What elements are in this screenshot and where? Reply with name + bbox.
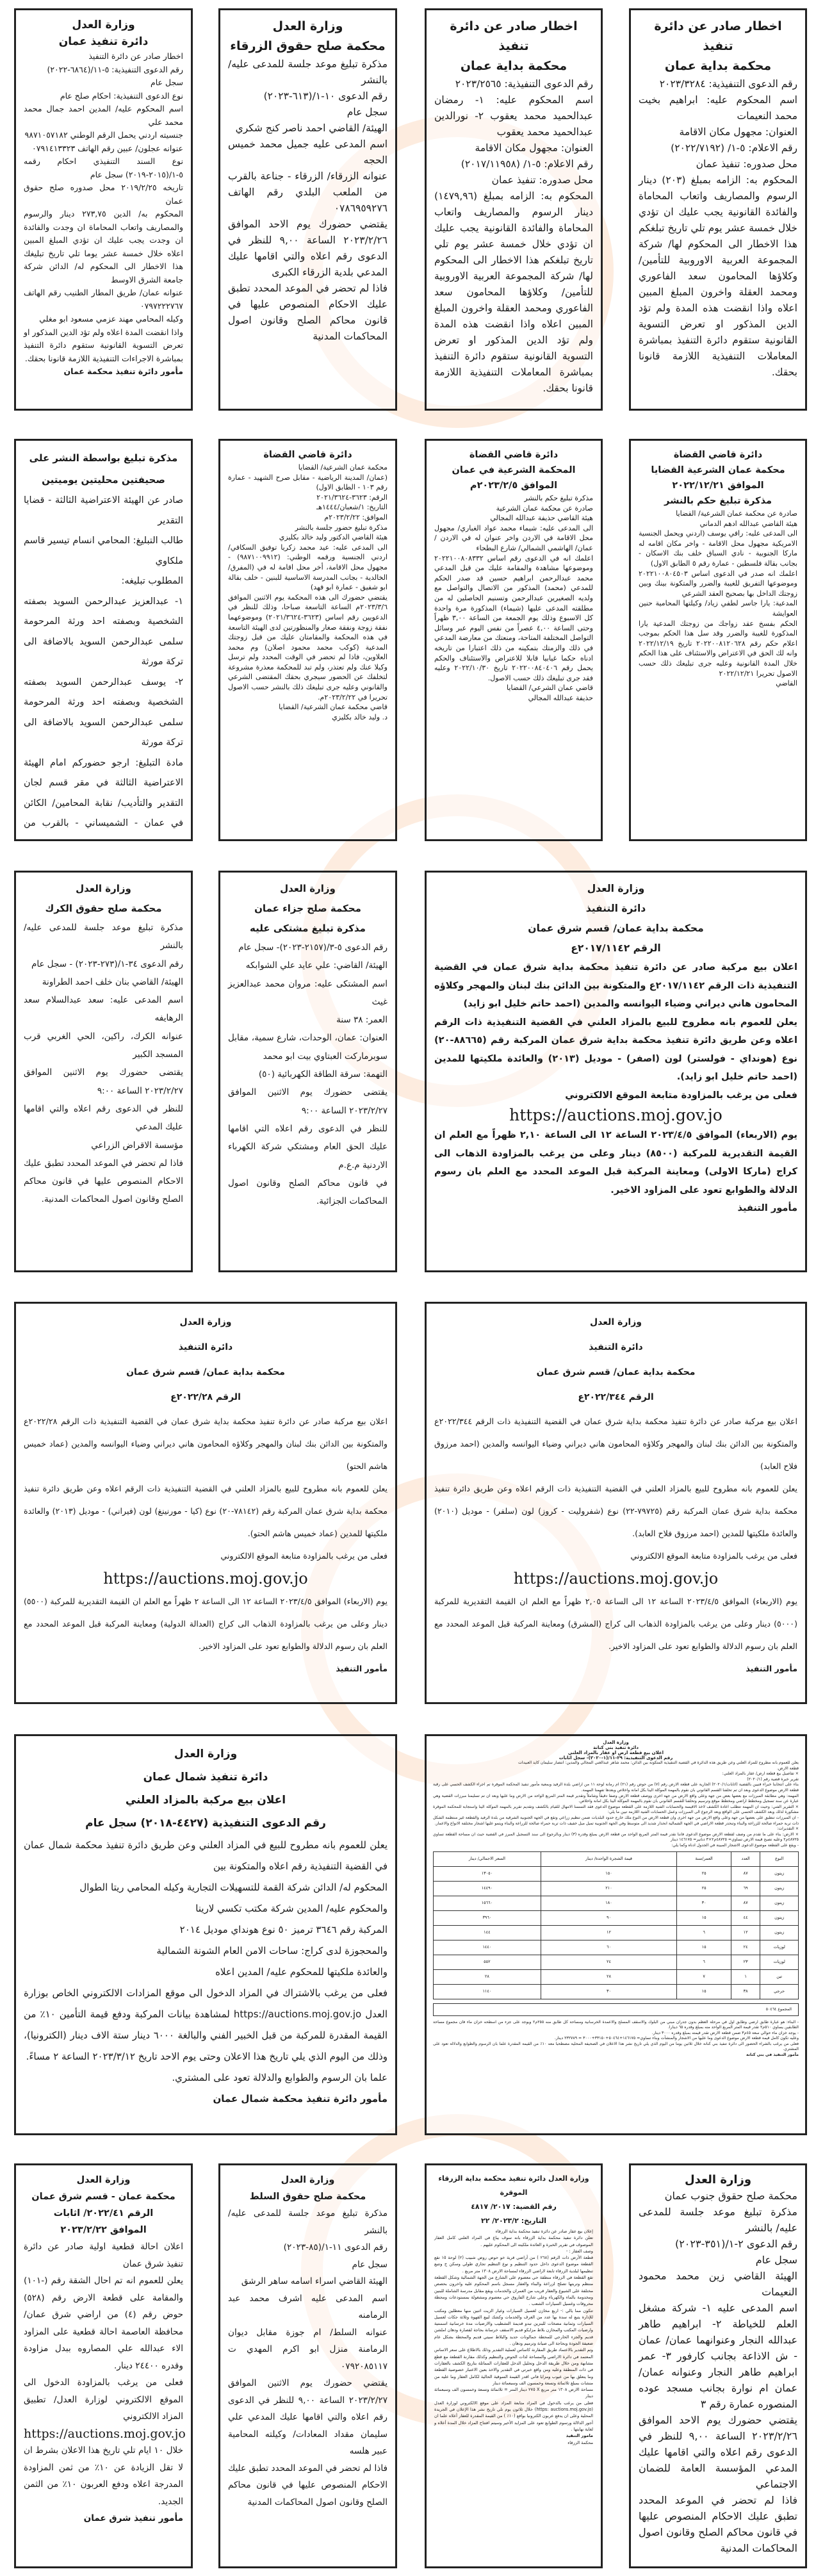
notice-paragraph: فعلى من يرغب بالاشتراك في المزاد الدخول الى موقع المزادات الالكتروني الخاص بوزارة العدل https://auctions.moj.gov.jo لمشاهدة بيانات المركبة ودفع قيمة التأمين ١٠٪ من القيمة المقدرة للمركبة من قبل الخبير الفني والبالغة ٦٠٠٠ دينار ستة الاف دينار (الكترونيا)، وذلك من اليوم الذي يلي تاريخ هذا الاعلان وحتى يوم الاحد تاريخ ٢٠٢٣/٣/١٢ الساعة ٢ مساءً. [24, 1987, 388, 2062]
notice-amman-execution-dept [14, 8, 193, 411]
notice-paragraph: يعلن للعموم بانه مطروح للبيع بالمزاد العلني في القضية التنفيذية ذات الرقم اعلاه وعن طريق دائرة تنفيذ محكمة بداية شرق عمان المركبة رقم (٧٨١٤٢-٢٠) نوع (كيا - مورنينغ) لون (فيراني) - موديل (٢٠١٣) والعائدة ملكيتها للمدين (عماد خميس هاشم الحتو). [24, 1484, 388, 1538]
notice-paragraph: مذكرة تبليغ موعد جلسة للمدعى عليه/ بالنشر [639, 2206, 797, 2234]
notice-heading: محكمة صلح حقوق السلط [249, 2192, 366, 2202]
notice-paragraph: اسم المحكوم عليه: ابراهيم بخيت محمد النعيمات [639, 94, 797, 122]
notice-paragraph: يقتضي حضورك الى هذه المحكمة يوم الاثنين الموافق ٢٠٢٣/٣/٦م الساعة التاسعة صباحا، وذلك للنظر في الدعويين رقم اساس (٣٦٢٣-٢٠٢١/٣٦٢٤) وموضوعهما نفقة زوجة ونفقة صغار والمنظورتين لدى الهيئة التاسعة في هذه المحكمة والمقامتان عليك من قبل زوجتك المدعية (كوكب محمد محمود اصلان) وم محمد العلاوين، فاذا لم تحضر في الوقت المحدد ولم ترسل وكيلا عنك ولم تعتذر، ولم تبد للمحكمة معذرة مشروعة لتخلفك عن الحضور سيجري بحقك المقتضى الشرعي والقانوني وعليه جرى تبليغك ذلك بالنشر حسب الاصول تحريرا في ٢٠٢٣/٢/٢٢م. [228, 593, 388, 701]
table-header-cell: السعر الاجمالي/ دينار [434, 1851, 541, 1866]
notice-paragraph: عنوانه السلط/ ام جوزة مقابل ديوان الرمامنة منزل ابو اكرم المهدي ت ٠٧٩٢٠٨٥١١٧ [228, 2327, 388, 2372]
notice-paragraph: فعلى من يرغب بالشراء الحضور الى دائرة تنفيذ بني كنانة خلال ثلاثين يوما من اليوم الذي يلي تاريخ نشر هذا الاعلان في الصحيفة المحلية مصطحبا معه ١٠٪ من القيمة المقدرة علما بان الرسوم والطوابع والدلالة تعود على المشتري. [433, 2041, 799, 2052]
notice-heading: اخطار صادر عن دائرة تنفيذ [450, 19, 578, 53]
notice-heading: وزارة العدل [590, 1317, 642, 1327]
table-cell: ٢٤ [731, 1940, 760, 1955]
notice-heading: الرقم ٢٠٢٢/٢٨ع [170, 1392, 241, 1402]
notice-paragraph: مذكرة تبليغ حكم بالنشر [524, 494, 593, 502]
notice-heading: دائرة قاضي القضاة [469, 450, 559, 460]
table-row [434, 1896, 799, 1910]
notice-paragraph: الى المدعى عليه: شيماء محمد عواد الغباري/ مجهول محل الاقامة في الاردن واخر عنوان له في الاردن / عمان/ الهاشمي الشمالي/ شارع البطحاء [434, 523, 593, 552]
notice-paragraph: الهيئة/ القاضي احمد ناصر كنج شكري [235, 122, 388, 134]
table-cell: ١٢ [541, 1925, 676, 1940]
table-cell: ٣٨ [731, 1984, 760, 1999]
notice-paragraph: المدعية: يارا جاسر لطفي زياد/ وكيلتها المحامية حنين العوايشة [639, 599, 797, 618]
notice-paragraph: وتم التقدير بالاعتماد طريق المقارنة كاساس لعملية التقدير وذلك بالاطلاع على سعر الاساس المعتمد في دائرة الاراضي والمساحة لذات الحوض والتنظيم وكذلك مقارنة القطعة مع قطع مشابهة ومن خلال طريقة الدخل وتحليل الدخل للعقارات المماثلة بتاريخ الكشف بالعقارات في ذات المنطقة وعليه ومن واقع خبرتي في التقدير والاخذ بعين الاعتبار خصوصية القطعة وما يتعلق بها من عيوب ومزايا فاني اقدر القيمة السوقية الحالية لكامل العقار وما عليه من منشات بمبلغ ثلاثمائة وتسعة وخمسون الف وسبعمائة دينار [434, 2347, 593, 2386]
table-cell: ٢٨ [434, 1969, 541, 1984]
notice-paragraph: عنوانه الكرك، راكين، الحي الغربي قرب المسجد الكبير [24, 1031, 183, 1060]
notice-paragraph: هيئة القاضي حذيفة عبدالله المجالي [490, 514, 593, 523]
notice-paragraph: الهيئة القاضي زين محمد محمود النعيمات [639, 2270, 797, 2298]
notice-paragraph: اسم المحكوم عليه/ المدين احمد جمال محمد محمد علي [24, 104, 183, 127]
table-total: المجموع ٥٠٤٦٤ [433, 2003, 799, 2016]
notice-paragraph: رقم الاعلام: ٥-١/ (٢٠٢٢/٧١٩٢) [671, 142, 797, 154]
notice-paragraph: فعلى من يرغب بالدخول في المزاد متابعة المزاد على موقع الالكتروني لوزارة العدل (https: auctions.moj.gov.jo) خلال ثلاثون يوم تلي تاريخ نشر هذا الإعلان في الجريدة المحلية وعلى ان يدفع عربون الكترونيا بواقع (١٠٪ ) من القيمة المقدرة للعقار أعلاه علما ان أجور الدلالة ورسوم الطوابع تعود على المزايد الأخير وسيتم افتتاح المزاد خلال المدة أعلاه و لغاية نهايتها . [434, 2400, 593, 2432]
notice-heading: وزارة العدل [272, 19, 343, 33]
table-cell: ١٥ [677, 1984, 731, 1999]
notice-paragraph: هيئة القاضي عبدالله ادهم الدماني [699, 519, 797, 528]
notice-paragraph: سجل عام [151, 78, 183, 87]
notice-paragraph: اعلمك انه صدر في الدعوى اساس ٢٠٢٢١٠٠٨٠٤٥٠٣ وموضوعها التفريق للغيبة والضرر والمتكونة بينك وبين زوجتك الداخل بها بصحيح العقد الشرعي [639, 569, 797, 598]
notice-paragraph: يقتضي حضورك يوم الاحد الموافق ٢٠٢٣/٢/٢٦ الساعة ٩,٠٠ للنظر في الدعوى رقم اعلاه والتي اقامها عليك المدعي بلدية الزرقاء الكبرى [228, 218, 388, 278]
table-cell: ٦٩ [731, 1881, 760, 1896]
notice-paragraph: الهيئة/ القاضي: علي عايد علي الشوابكه [245, 960, 388, 971]
notice-paragraph: رقم الدعوى ١٠-١/(٦١٣-٢٠٢٣) [263, 90, 388, 102]
notice-heading: محكمة بداية عمان [664, 59, 772, 73]
table-cell: ١٥٠ [541, 1866, 676, 1881]
notice-heading: مذكرة تبليغ حكم بالنشر [664, 496, 772, 506]
table-header-cell: قيمة الشجرة الواحدة/ دينار [541, 1851, 676, 1866]
table-cell: ١٥ [677, 1940, 731, 1955]
table-cell: ١٣٠٥٠ [434, 1866, 541, 1881]
notice-heading: دائرة التنفيذ [589, 1342, 643, 1352]
notice-vehicle-sale-1142 [425, 871, 807, 1272]
notice-paragraph: مساحة الارض ١٣٠٨ متر مربع X ٢٧٥ دينار المتر = ثلاثمائة وتسعة وخمسون الف وسبعمائة دينار [434, 2387, 593, 2399]
notice-paragraph: صادرة عن محكمة عمان الشرعية/ القضايا [676, 509, 797, 518]
notice-paragraph: يوم (الاربعاء) الموافق ٢٠٢٣/٤/٥ الساعة ١٢ الى الساعة ٢,١٠ ظهراً مع العلم ان القيمة التقديرية للمركبة (٨٥٠٠) دينار وعلى من يرغب بالمزاودة الذهاب الى كراج (ماركا الاولى) ومعاينة المركبة قبل الموعد المحدد مع العلم بان رسوم الدلالة والطوابع تعود على المزاود الاخير. [434, 1129, 797, 1195]
notice-paragraph: سجل عام [347, 106, 388, 118]
notice-paragraph: × التقديرات: [777, 1826, 799, 1832]
table-header-row [434, 1851, 799, 1866]
table-header-cell: العدد [731, 1851, 760, 1866]
notice-paragraph: المركبة رقم ٣٦٤٦ ترميز ٥٠ نوع هونداي موديل ٢٠١٤ [179, 1924, 388, 1935]
notice-paragraph: قطعة الارض. [777, 1766, 799, 1771]
notice-paragraph: العنوان: عمان، الوحدات، شارع سمية، مقابل سوبرماركت العبتاوي بيت ابو محمد [228, 1033, 388, 1062]
table-cell: ١٢ [731, 1925, 760, 1940]
table-cell: زيتون [760, 1896, 799, 1910]
notice-paragraph: اسم المدعى عليه جميل محمد خميس الحجه [228, 138, 388, 166]
notice-paragraph: مذكرة تبليغ موعد جلسة للمدعى عليه/ بالنشر [24, 923, 183, 951]
table-header-cell: العمر/سنة [677, 1851, 731, 1866]
notice-heading: وزارة العدل [72, 19, 135, 31]
notice-paragraph: (عمان/ المدينة الرياضية - مقابل صرح الشهيد - عمارة رقم ١٠٣ - الطابق الاول) [228, 473, 388, 492]
notice-vehicle-sale-28 [14, 1302, 397, 1704]
notice-paragraph: طالب التبليغ: المحامي انسام تيسير قاسم ملكاوي [24, 536, 183, 566]
notice-heading: الرقم ٢٠٢٢/٣٤٤ع [578, 1392, 654, 1402]
notice-paragraph: يقتضى حضورك يوم الاثنين الموافق ٢٠٢٣/٢/٢٧ الساعة ٩:٠٠ [24, 1067, 183, 1096]
notice-paragraph: محكمة صلح حقوق جنوب عمان [664, 2190, 797, 2202]
notice-heading: الموافق ٢٠٢٢/١٢/٢١ [672, 480, 764, 491]
notice-heading: مذكرة تبليغ بواسطة النشر على صحيفتين محليتين يوميتين [29, 452, 178, 486]
table-cell: زيتون [760, 1881, 799, 1896]
notice-paragraph: المحكوم به: الزامه بمبلغ (١٤٧٩,٩٦) دينار الرسوم والمصاريف واتعاب المحاماة والفائدة القانونية يجب عليك ان تؤدي خلال خمسة عشر يوم تلي تاريخ تبلغكم هذا الاخطار الى المحكوم لها/ شركة المجموعة العربية الاوروبية للتأمين/ وكلاؤها المحامون سعد الفاعوري ومحمد العقلة واخرون المبلغ المبين اعلاه واذا انقضت هذه المدة ولم تؤد الدين المذكور او تعرض التسوية القانونية ستقوم دائرة التنفيذ بمباشرة المعاملات التنفيذية اللازمة قانونا بحقك. [434, 190, 593, 394]
table-cell: ٢٣ [731, 1955, 760, 1969]
notice-paragraph: خلال ١٠ ايام تلي تاريخ هذا الاعلان بشرط ان لا تقل الزيادة عن ١٠٪ من ثمن المزاودة المدرجة اعلاه ودفع العربون ١٠٪ من الثمن الجديد. [24, 2445, 183, 2507]
notice-paragraph: تقع القطعة في الزرقاء منطقة حي معصوم على الشارع من الجهة الشمالية وشكل القطعة منتظم وتربتها تصلح لزراعة والبناء والعقار مسجل باسم المحكوم عليه واخرون بحصص مختلفة على الشيوع والعقار قريب من العمران والخدمات ويقع مقابل مدرسة الشاملة للبنين ومخدومة بالماء والكهرباء وعلى شارع الفاروق حي معصوم ومشغولة بمستودعات ومحطة محروقات وغسيل السيارات الشعب . [434, 2275, 593, 2307]
notice-paragraph: اخطار صادر عن دائرة التنفيذ [88, 51, 183, 61]
table-row [434, 1881, 799, 1896]
notice-paragraph: الهيئة القاضي اسراء اسامه ساهر الرشق [241, 2276, 388, 2286]
table-cell: ٢٥ [677, 1866, 731, 1881]
notice-paragraph: والمحكوم عليه/ المدين شركة مكتب تكسي لارينا [195, 1903, 388, 1914]
notice-paragraph: مؤسسة الاقراض الزراعي [91, 1140, 183, 1151]
notice-paragraph: اسم المدعى عليه ١- شركة مشغل العلم للخياطة ٢- ابراهيم طاهر عبدالله النجار وعنوانهما عمان/ عمان - ش الاذاعة بجانب كارفور ٣- عمر ابراهيم طاهر النجار وعنوانه عمان/ عمان ام نوارة بجانب مسجد عوده المنصوره عمارة رقم ٣ [639, 2302, 798, 2410]
notice-paragraph: يوم (الاربعاء) الموافق ٢٠٢٣/٤/٥ الساعة ١٢ الى الساعة ٢,٠٥ ظهراً مع العلم ان القيمة التقديرية للمركبة (٥٠٠٠) دينار وعلى من يرغب بالمزاودة الذهاب الى كراج (المشرق) ومعاينة المركبة قبل الموعد المحدد مع العلم بان رسوم الدلالة والطوابع تعود على المزاود الاخير. [434, 1596, 797, 1651]
notice-heading: اعلان بيع مركبة بالمزاد العلني [125, 1794, 286, 1807]
notice-heading: التاريخ: ٢٠٢٣/٢/ ٢٢ [480, 2217, 547, 2225]
notice-paragraph: يعلن للعموم بانه مطروح للمزاد العلني وعن طريق هذه الدائرة في القضية التنفيذية المتكونة بين الدائن: محمد شاهر عبدالغني المجالي والمدين: انتصار سليمان كايد العبيدات [518, 1760, 799, 1765]
table-row [434, 1955, 799, 1969]
notice-sharia-court-divorce [629, 439, 807, 841]
notice-paragraph: والعائدة ملكيتها للمحكوم عليه/ المدين اعلاه [215, 1966, 388, 1978]
notice-heading: رقم الدعوى التنفيذية (٤٤٢٧-٢٠١٨) سجل عام [85, 1817, 326, 1830]
notice-paragraph: المطلوب تبليغه: [121, 576, 183, 586]
notice-paragraph: نوع السند التنفيذي احكام رقمه ٥-١/(٢٠١٥-٢٠١٩) سجل عام [24, 156, 183, 179]
notice-paragraph: محل صدوره: تنفيذ عمان [491, 174, 593, 186]
notice-heading: اعلان بيع قطعة ارض او عقار بالمزاد العلني [567, 1750, 664, 1755]
notice-paragraph: رقم الدعوى ١١-١/(٨٥-٢٠٢٣) [283, 2242, 388, 2252]
notice-paragraph: في قانون محاكم الصلح وقانون اصول المحاكمات الجزائية. [228, 1177, 388, 1207]
notice-heading: مذكرة تبليغ مشتكى عليه [250, 923, 366, 934]
notice-paragraph: يقتضي حضورك يوم الاثنين الموافق ٢٠٢٣/٢/٢٧ الساعة ٩,٠٠ للنظر في الدعوى رقم اعلاه والتي اقامها عليك المدعي علي سليمان مقداد المعادات/ وكيلته المحامية عبير هلسه [228, 2378, 388, 2456]
notice-heading: محكمة بداية عمان [460, 59, 567, 73]
notice-paragraph: - ويقع على القطعة موضوع الدعوى الاشجار المبينة في الجدول ادناه وكما يلي: [671, 1842, 799, 1848]
notice-zarqa-civil-court [218, 8, 397, 411]
notice-paragraph: يعلن للعموم بانه مطروح للبيع بالمزاد العلني في القضية التنفيذية ذات الرقم اعلاه وعن طريق دائرة تنفيذ محكمة بداية شرق عمان المركبة رقم (٨٨٦٦٥-٢٠) نوع (هونداي - فولستر) لون (اصفر) - موديل (٢٠١٣) والعائدة ملكيتها للمدين (احمد حاتم خليل ابو زايد). [434, 1016, 797, 1082]
notice-paragraph: المحكوم به/ الدين ٢٧٣,٧٥ دينار والرسوم والمصاريف واتعاب المحاماة ان وجدت والفائدة ان وجدت يجب عليك ان تؤدي المبلغ المبين اعلاه خلال خمسة عشر يوما تلي تاريخ تبليغك هذا الاخطار الى المحكوم له/ الدائن شركة جامعة الشرق الاوسط [24, 209, 184, 284]
notice-paragraph: بناء على انتخابنا خبراء فنيين بالقضية (اثابات/٢٠٢٠/١) الجارية على قطعة الارض رقم (٧) من حوض رقم (٢١) ام رمانة لوحة ١١ من اراضي بلدة الرفيد وبمعية مأمور تنفيذ المحكمة الموقرة تم اجراء الكشف الحسي على رقبة قطعة الارض موضوع الدعوى وبعد ان تم تحلفنا القسم القانوني بان نقوم بالمهمة الموكلة الينا بكل امانة واخلاص وبعدها تفهمنا المهمة. [433, 1782, 799, 1793]
table-cell: ١١٤٠ [434, 1984, 541, 1999]
notice-sharia-court-hearing [218, 439, 397, 841]
table-cell: لوزيات [760, 1955, 799, 1969]
table-cell: ٨٧ [731, 1866, 760, 1881]
trees-valuation-table [433, 1851, 799, 1999]
notice-paragraph: اسم المدعى عليه: سعد عبدالسلام سعد الرهايفه [24, 995, 183, 1024]
notice-paragraph: الرقم: ٣٦٢٣-٢٠٢١/٣٦٢٤ [316, 493, 388, 502]
notice-paragraph: فاذا لم تحضر في الموعد المحدد تطبق عليك الاحكام المنصوص عليها في قانون محاكم الصلح وقانون اصول المحاكمات المدنية [228, 2463, 388, 2507]
table-cell: ٤٤ [731, 1910, 760, 1925]
notice-paragraph: محكمة عمان الشرعية/ القضايا [298, 463, 388, 472]
notice-paragraph: × التقرير الفني: وحيث ان المهمة تتطلب اعادة الكشف لاخذ الاقيسة والحسابات الفنية اللازمة على القطعة موضوع الدعوى فقد التمسنا الامهال للقيام بالكشف وتقديم تقرير بالمهمة الموكلة الينا واستجابة للمحكمة الموقرة مشكورة لذلك وبعد الكشف الحسي على الواقع وبعد الرجوع الى المبرزات وعمل الحسابات الفنية اللازمة تبين ما يلي: [433, 1804, 799, 1815]
notice-paragraph: مادة التبليغ: ارجو حضوركم امام الهيئة الاعتراضية الثالثة في مقر قسم لجان التقدير والتأديب/ نقابة المحامين/ الكائن في عمان - الشميساني - بالقرب من [24, 757, 183, 828]
notice-heading: الموافق ٢٠٢٣/٢/٢٢ [60, 2225, 147, 2235]
notice-paragraph: تعلن دائرة تنفيذ محكمة بداية الزرقاء بانه سوف يباع في المزاد العلني كامل العقار الموصوف في تقرير الخبرة و العائدة ملكيته الى المحكوم عليهم . [434, 2235, 593, 2247]
notice-paragraph: رقم الدعوى ٥-٣/(٢١٥٧-٢٠٢٣)- سجل عام [238, 942, 388, 953]
notice-paragraph: يعلن للعموم انه تم احال الشقة رقم (-١٠١) والمقامة على قطعة الارض رقم (٥٢٨) حوض رقم (٤) من اراضي شرق عمان/ محافظة العاصمة احالة قطعية على المزاود الاء عبدالله علي المصاروه ببدل مزاودة وقدره ٢٤٤٠٠ دينار. [24, 2276, 183, 2371]
notice-paragraph: تتكون مما يالي :- اربع مخازن لغسيل السيارات وغيار الزيت اثنين منها معطلين ومكتب للإدارة يتبع له سدة بها عدد من الغرف والخدمات وكشك لبيع القهوة وثلاثة جكات لغسيل السيارات وثمانية مضخات للبنزين تبدو قديمة التشطيب والارضيات مدة خرسانية اسمنتية وارضيات المكتب والمخازن بلاط مزايكو قديم الاسقف خرسانة بحاجة لقصارة ودهان املشن قديم والجزء الخارجي للمحطة جمالونات حديد والبلاط سيتي قديم والمحطة بشكل عام ضعيفة الجودة وبحاجة الى صيانة وترميم ودهان . [434, 2308, 593, 2347]
notice-execution-amman-2565 [425, 8, 603, 411]
notice-paragraph: رقم الدعوى التنفيذية: ٢٠٢٣/٢٥٦٥ [455, 78, 593, 90]
notice-heading: وزارة العدل [603, 1740, 629, 1745]
notice-heading: وزارة العدل دائرة تنفيذ محكمة بداية الزرقاء الموقرة [438, 2174, 589, 2197]
notice-east-amman-award [14, 2163, 193, 2568]
notice-paragraph: عنوانه الزرقاء/ الزرقاء - جناعة بالقرب من الملعب البلدي رقم الهاتف ٠٧٨٦٩٥٩٢٧٦ [228, 170, 388, 214]
table-cell: ٢٤ [541, 1955, 676, 1969]
notice-paragraph: ١- عبدالعزيز عبدالرحمن السويد بصفته الشخصية وبصفته احد ورثة المرحومة سلمى عبدالرحمن السويد بالاضافة الى تركة مورثة [24, 596, 183, 667]
notice-sharia-court-visitation [425, 439, 603, 841]
notice-heading: دائرة تنفيذ عمان [58, 35, 149, 48]
notice-signature: مأمور التنفيذ في بني كنانة [746, 2053, 799, 2058]
notice-paragraph: التاريخ: ١/شعبان/١٤٤٤هـ [316, 503, 388, 512]
table-cell: ٦ [677, 1955, 731, 1969]
notice-paragraph: سجل عام [755, 2254, 797, 2266]
notice-paragraph: عنوانه عجلون/ عبين رقم الهاتف ٠٧٩١٤١٣٣٢٣ [32, 143, 183, 153]
notice-heading: وزارة العدل [174, 1748, 238, 1760]
table-cell: زيتون [760, 1910, 799, 1925]
notice-paragraph: العمر: ٣٨ سنة [336, 1015, 388, 1026]
notice-paragraph: اعلان بيع مركبة صادر عن دائرة تنفيذ محكمة بداية شرق عمان في القضية التنفيذية ذات الرقم ٢٠١٧/١١٤٢ع والمتكونة بين الدائن بنك لبنان والمهجر وكلاؤه المحامون هاني ديراني وضياء اليوانسه والمدين (احمد حاتم خليل ابو زايد) [434, 962, 797, 1009]
notice-south-amman-civil-court [629, 2163, 807, 2568]
notice-signature: مأمور دائرة تنفيذ محكمة عمان [63, 366, 183, 376]
notice-paragraph: والمحجوزة لدى كراج: ساحات الامن العام الشونة الشمالية [156, 1945, 388, 1957]
table-cell: زيتون [760, 1925, 799, 1940]
notice-heading: محكمة بداية عمان/ قسم شرق عمان [536, 1367, 696, 1377]
notice-paragraph: - ان المبرزات تنطبق على بعضها من جهة وعلى واقع الارض من جهة اخرى وان قطعة الارض من النوع ملك خارج حدود البلديات ضمن تنظيم زراعي وتقع في الجهة الجنوبية الشرقية من بلدة الرفيد والقطعة غير منتظمة الشكل ذات تربة حمراء صالحة للزراعة والبناء وتنحدر قطعة الاراضي في الجهة الشمالية انحدار شديد الى متوسط وفي الجهة الجنوبية تميل ميل خفيف ذات تربة حمراء صالحة للزراعة والبناء ويتمو عليها اشجار مختلفة الانواع والاعمار. [433, 1815, 799, 1826]
notice-heading: المحكمة الشرعية في عمان [452, 465, 576, 475]
auction-url-link[interactable]: https://auctions.moj.gov.jo [513, 1570, 719, 1587]
notice-paragraph: فعلى من يرغب بالمزاودة الدخول الى الموقع الالكتروني لوزارة العدل/ تطبيق المزاد الالكتروني [24, 2377, 183, 2422]
notice-karak-civil-court [14, 871, 193, 1272]
notice-paragraph: يعلن للعموم بانه مطروح للبيع في المزاد العلني وعن طريق دائرة تنفيذ محكمة شمال عمان في القضية التنفيذية رقم اعلاه والمتكونة بين [24, 1839, 388, 1872]
auction-url-link[interactable]: https://auctions.moj.gov.jo [103, 1570, 308, 1587]
notice-heading: محكمة عمان - قسم شرق عمان [31, 2192, 175, 2202]
table-row [434, 1866, 799, 1881]
table-cell: حرجي [760, 1984, 799, 1999]
notice-paragraph: قاضي عمان الشرعي/ القضايا [507, 684, 593, 693]
notice-paragraph: إعلان بيع عقار صادر عن دائرة تنفيذ محكمة بداية الزرقاء [495, 2229, 593, 2234]
table-cell: ٦ [677, 1925, 731, 1940]
notice-paragraph: مذكرة تبليغ موعد جلسة للمدعى عليه/ بالنشر [228, 58, 388, 86]
notice-paragraph: حذيفة عبدالله المجالي [528, 693, 593, 702]
notice-objection-committee [14, 439, 193, 841]
notice-heading: اخطار صادر عن دائرة تنفيذ [654, 19, 782, 53]
notice-heading: محكمة بداية عمان/ قسم شرق عمان [528, 923, 704, 934]
notice-paragraph: × تفاصيل بيع قطعة ارض/ عقار بالمزاد العلني: [722, 1771, 799, 1776]
notice-heading: رقم القضية: ٢٠١٧/ ٤٨١٧ [471, 2203, 557, 2211]
notice-paragraph: اعلان بيع مركبة صادر عن دائرة تنفيذ محكمة بداية شرق عمان في القضية التنفيذية ذات الرقم ٢٠٢٢/٢٨ع والمتكونة بين الدائن بنك لبنان والمهجر وكلاؤه المحامون هاني ديراني وضياء اليوانسه والمدين (عماد خميس هاشم الحتو) [24, 1416, 388, 1471]
table-row [434, 1984, 799, 1999]
notice-zarqa-property-sale [425, 2163, 603, 2568]
table-cell: ٣٩٦٠ [434, 1910, 541, 1925]
table-row [434, 1969, 799, 1984]
notice-paragraph: مذكرة تبليغ حضور جلسة بالنشر [295, 523, 388, 532]
auction-url-link[interactable]: https://auctions.moj.gov.jo [509, 1106, 722, 1124]
notice-vehicle-sale-north-amman [14, 1734, 397, 2135]
notice-paragraph: اعلمك انه في الدعوى رقم اساس ٢٠٢٢١٠٠٨٠٨٣٣٢ وموضوعها مشاهدة والمقامة عليك من قبل المدعي محمد عبدالرحمن ابراهيم حسين قد صدر الحكم للمدعي (محمد) المذكور من الاتصال والتواصل مع ولديه الصغيرين عبدالرحمن وتسنيم الحاصلين له من مطلقته المدعى عليها (شيماء) المذكورة مرة واحدة كل الاسبوع وذلك يوم الجمعة من الساعة ٣,٠٠ ظهراً وحتى الساعة ٤,٠٠ عصراً من نفس اليوم عبر وسائل التواصل المختلفة المتاحة، ومنعتك من معارضة المدعي في ذلك والزمتك بتمكينه من ذلك اعتبارا من تاريخه ادناه حكما غيابيا قابلا للاعتراض والاستئناف والحكم يحمل رقم ٢٠٢٢٠٠٨٤٠٤٠٦ تاريخ ٢٠٢٢/١٠/٣٠ وعليه فقد جرى تبليغك ذلك حسب الاصول. [434, 554, 593, 682]
notice-paragraph: يعلن للعموم بانه مطروح للبيع بالمزاد العلني في القضية التنفيذية ذات الرقم اعلاه وعن طريق دائرة تنفيذ محكمة بداية شرق عمان المركبة رقم (٧٩٧٢٥-٢٢) نوع (شفروليت - كروز) لون (سلفر) - موديل (٢٠١٠) والعائدة ملكيتها للمدين (احمد مرزوق فلاح العابد). [434, 1484, 797, 1538]
notice-paragraph: رقم الدعوى التنفيذية: ٥-١١/(٦٨٦٤-٢٠٢٢) [47, 64, 183, 74]
notice-paragraph: تاريخه ٢٠١٩/٢/٢٥ محل صدوره صلح حقوق عمان [24, 183, 184, 206]
notice-land-sale-bani-kinana [425, 1734, 807, 2135]
notice-paragraph: اسم المدعى عليه اشرف محمد عبد الرمامنه [228, 2293, 388, 2320]
notice-paragraph: رقم الاعلام: ٥-١/ (٢٠١٧/١١٩٥٨) [461, 158, 593, 170]
notice-heading: محكمة صلح حقوق الكرك [45, 903, 162, 914]
notice-paragraph: قطعة الأرض ذات الرقم (٢٦٨ ) من أراضي قرية خو حوض روض شبيب (٢) لوحة ١٥ تقع القطعة موضوع الدعوى داخل حدود التنظيم و نوع التنظيم تجاري طولي وسكن ج وتتبع تنظيمها لبلدية الزرقاء تابعة لاراضي الزرقاء لمساحة الارض ١٣٠٨ متر مربع . [434, 2255, 593, 2274]
table-header-cell: النوع [760, 1851, 799, 1866]
notice-heading: وزارة العدل [179, 1317, 232, 1327]
table-cell: ١٤٤٩٠ [434, 1881, 541, 1896]
table-cell: ١٤٤٠ [434, 1940, 541, 1955]
notice-paragraph: القاضي [776, 679, 797, 688]
notice-paragraph: يوم (الاربعاء) الموافق ٢٠٢٣/٤/٥ الساعة ١٢ الى الساعة ٢ ظهراً مع العلم ان القيمة التقديرية للمركبة (٥٥٠٠) دينار وعلى من يرغب بالمزاودة الذهاب الى كراج (العدالة الدولية) ومعاينة المركبة قبل الموعد المحدد مع العلم بان رسوم الدلالة والطوابع تعود على المزاود الاخير. [24, 1596, 388, 1651]
notice-paragraph: التهمة: سرقة الطاقة الكهربائية (٥٠) [258, 1069, 388, 1080]
notice-paragraph: عنوانه عمان/ طريق المطار الطنيب رقم الهاتف ٠٧٩٧٢٢٢٧٦٧ [24, 288, 183, 311]
notice-paragraph: العنوان: مجهول مكان الاقامة [679, 126, 797, 138]
table-cell: ٢١٠ [541, 1881, 676, 1896]
table-cell: ٣٠ [677, 1896, 731, 1910]
table-cell: ٢٥ [677, 1881, 731, 1896]
notice-heading: محكمة عمان الشرعية القضايا [651, 465, 785, 475]
table-row [434, 1925, 799, 1940]
notice-paragraph: نوع الدعوى التنفيذية: احكام صلح عام [60, 90, 183, 101]
notice-signature: مأمور التنفيذ [746, 1664, 797, 1673]
notice-paragraph: سجل عام [352, 2259, 388, 2270]
notice-paragraph: فعلى من يرغب بالمزاودة متابعة الموقع الالكتروني [565, 1089, 797, 1101]
notice-paragraph: اسم المشتكى عليه: مروان محمد عبدالعزيز غيث [228, 978, 388, 1007]
notice-paragraph: اسم المحكوم عليه: ١- رمضان عبدالحميد محمد يعقوب ٢- نورالدين عبدالحميد محمد يعقوب [434, 94, 594, 138]
notice-amman-criminal-court [218, 871, 397, 1272]
notice-paragraph: العنوان: مجهول مكان الاقامة [475, 142, 593, 154]
notice-heading: وزارة العدل [281, 2175, 335, 2185]
notice-execution-amman-3284 [629, 8, 807, 411]
notice-signature: مأمور التنفيذ [737, 1202, 797, 1213]
table-cell: ٦٠ [541, 1940, 676, 1955]
table-cell: ٣٠ [541, 1984, 676, 1999]
notice-paragraph: صادرة عن محكمة عمان الشرعية [496, 504, 593, 513]
table-cell: ١٨٠ [541, 1896, 676, 1910]
notice-heading: دائرة التنفيذ [585, 903, 646, 914]
notice-paragraph: صادر عن الهيئة الاعتراضية الثالثة - قضايا التقدير [24, 495, 183, 526]
notice-paragraph: وكيله المحامي مهند عزمي مسعود ابو مغلي [39, 314, 183, 324]
notice-heading: وزارة العدل [280, 883, 336, 894]
notice-paragraph: جنسيته اردني يحمل الرقم الوطني ٩٨٧١٠٥٧١٨٢ [24, 130, 183, 140]
table-cell: ٨٧ [731, 1896, 760, 1910]
table-cell: ٩٠ [541, 1910, 676, 1925]
notice-heading: وزارة العدل [76, 2175, 131, 2185]
notice-paragraph: المحكوم به: الزامه بمبلغ (٢٠٣) دينار الرسوم والمصاريف واتعاب المحاماة والفائدة القانونية يجب عليك ان تؤدي خلال خمسة عشر يوم تلي تاريخ تبلغكم هذا الاخطار الى المحكوم لها/ شركة المجموعة العربية الاوروبية للتأمين/ وكلاؤها المحامون سعد الفاعوري ومحمد العقلة واخرون المبلغ المبين اعلاه واذا انقضت هذه المدة ولم تؤد الدين المذكور او تعرض التسوية القانونية ستقوم دائرة التنفيذ بمباشرة المعاملات التنفيذية اللازمة قانونا بحقك. [639, 174, 798, 378]
table-cell: ١٥ [677, 1910, 731, 1925]
table-cell: ١ [731, 1969, 760, 1984]
notice-paragraph: فاذا لم تحضر في الموعد المحدد تطبق عليك الاحكام المنصوص عليها في قانون محاكم الصلح وقانون اصول المحاكمات المدنية [639, 2494, 797, 2554]
notice-paragraph: الى المدعى عليه: رافي يوسف (اردني ويحمل الجنسية الامريكية مجهول محل الاقامة - واخر مكان اقامه له ماركا الجنوبية - نادي السباق خلف بنك الاسكان - بجانب بقالة فلسطين - عمارة رقم ٥ الطابق الاول) [639, 529, 797, 568]
notice-signature: مأمور تنفيذ شرق عمان [83, 2513, 183, 2523]
table-cell: لوزيات [760, 1940, 799, 1955]
notice-paragraph: وعليه تكون كامل قيمة قطعة الارض موضوع الدعوى وما عليها من الاشجار والمنشآت وبناء تساوي= ١٤٦١٧٥+٥٠٤٦٤+٣٣١٥٠+٣٠٠٠ = ٢٣٢٧٨٩ دينار. [554, 2036, 799, 2041]
notice-heading: محكمة بداية عمان/ قسم شرق عمان [126, 1367, 285, 1377]
notice-heading: الرقم ٢٠١٧/١١٤٢ع [571, 942, 661, 954]
table-cell: زيتون [760, 1866, 799, 1881]
notice-paragraph: علما بان الرسوم والطوابع والدلالة تعود على المشتري. [172, 2072, 388, 2083]
notice-paragraph: فعلى من يرغب بالمزاودة متابعة الموقع الالكتروني [220, 1551, 388, 1561]
notice-heading: الرقم ٢٠٢٢/٤١/ اثابات [53, 2208, 154, 2219]
table-cell: ٢٨ [541, 1969, 676, 1984]
notice-paragraph: للنظر في الدعوى رقم اعلاه والتي اقامها عليك المدعي [24, 1103, 183, 1133]
notice-heading: رقم الدعوى التنفيذية: ٢٩-١١/(١-٢٠٢٠)- سجل اثابات [559, 1755, 673, 1760]
table-cell: ١٤٤ [434, 1925, 541, 1940]
notice-paragraph: المهمة: وهي مطابقة المبرزات مع بعضها بعض من جهة وعلى واقع الارض من جهة اخرى ووصف قطعة الارض وصفا دقيقاً وشاملاً وتقدير قيمة المتر المربع الواحد من الارض وما عليها وبعد ان تم تسليمنا مبرزات القضية وهي عبارة عن سند تسجيل ومخطط اراضي ومخطط موقع وترسيم وتحلفنا للقسم القانوني بان نقوم بالمهمة الموكلة الينا بكل امانة واخلاص. [433, 1793, 799, 1804]
notice-paragraph: مذكرة تبليغ موعد جلسة للمدعى عليه/ بالنشر [228, 2208, 388, 2236]
notice-heading: دائرة تنفيذ بني كنانة [593, 1745, 639, 1750]
notice-signature: مأمور دائرة تنفيذ محكمة شمال عمان [213, 2093, 388, 2104]
notice-signature: مأمور التنفيذ [336, 1664, 388, 1673]
notice-paragraph: الحكم بفسخ عقد زواجك من زوجتك المدعية يارا المذكورة للغيبة والضرر وقد سل هذا الحكم بموجب اعلام حكم رقم ٢٠٢٢٠٠٨١٢٠٦٢٨ تاريخ ٢٠٢٢/١٢/١٩ وانه لك الحق في الاعتراض والاستئناف على هذا الحكم خلال المدة القانونية وعليه جرى تبليغك ذلك حسب الاصول تحريرا ٢٠٢٢/١٢/٢١ [639, 619, 797, 678]
notice-paragraph: يقتضي حضورك يوم الاحد الموافق ٢٠٢٣/٢/٢٦ الساعة ٩,٠٠ للنظر في الدعوى رقم اعلاه والتي اقامها عليك المدعي المؤسسة العامة للضمان الاجتماعي [639, 2414, 797, 2490]
notice-paragraph: × الارض: بناء على ما تقدم من وصف لقطعة الارض موضوع الدعوى فاننا نقدر قيمة المتر المربع الواحد من قطعة الارض بمبلغ وقدره (٣) دينار وبالرجوع الى سند التسجيل المبرز في القضية حيث ان مساحة القطعة تساوي ٤٨٧٢٥م٢ وعليه تصبح قيمة الارض تساوي= ٤٨٧٢٥م٢×٣ دنانير= ١٤٦١٧٥ دينار [433, 1832, 799, 1842]
notice-heading: دائرة قاضي القضاة [673, 450, 763, 460]
notice-vehicle-sale-344 [425, 1302, 807, 1704]
notice-heading: دائرة تنفيذ شمال عمان [143, 1771, 268, 1784]
notice-paragraph: اعلان بيع مركبة صادر عن دائرة تنفيذ محكمة بداية شرق عمان في القضية التنفيذية ذات الرقم ٢٠٢٢/٣٤٤ع والمتكونة بين الدائن بنك لبنان والمهجر وكلاؤه المحامون هاني ديراني وضياء اليوانسه والمدين (احمد مرزوق فلاح العابد) [434, 1416, 797, 1471]
notice-paragraph: د. وليد خالد بكليزي [332, 712, 388, 721]
notice-heading: الموافق ٢٠٢٣/٢/٥م [469, 480, 558, 491]
notice-paragraph: فاذا لم تحضر في الموعد المحدد تطبق عليك الاحكام المنصوص عليها في قانون محاكم الصلح وقانون اصول المحاكمات المدنية [228, 283, 388, 342]
notice-heading: محكمة صلح حقوق الزرقاء [230, 39, 386, 53]
notice-paragraph: يقتضى حضورك يوم الاثنين الموافق ٢٠٢٣/٢/٢٧ الساعة ٩:٠٠ [228, 1087, 388, 1116]
table-row [434, 1910, 799, 1925]
notice-paragraph: الموافق: ٢٠٢٣/٢/٢٢م [324, 513, 388, 521]
notice-paragraph: محل صدوره: تنفيذ عمان [696, 158, 797, 170]
notice-signature: مامور التنفيذ [566, 2433, 593, 2439]
table-row [434, 1940, 799, 1955]
notice-heading: وزارة العدل [76, 883, 131, 894]
notice-paragraph: وصف العقار : - [566, 2248, 593, 2254]
notice-paragraph: اعلان احالة قطعية اولية صادر عن دائرة تنفيذ شرق عمان [24, 2242, 183, 2269]
notice-paragraph: ٢- يوسف عبدالرحمن السويد بصفته الشخصية وبصفته احد ورثة المرحومة سلمى عبدالرحمن السويد بالاضافة الى تركة مورثة [24, 677, 183, 748]
auction-url-link[interactable]: https://auctions.moj.gov.jo [24, 2426, 186, 2441]
notice-paragraph: - البناء: هو عبارة طابق ارضي وطابق اول في مرحلة العظم بدون جدران مبني من البلوك والاسقف المسلح والاعمدة الخرسانية ومساحة كل طابق منه ٢٥٥م٢ ويوجد على جزء من اسطحه خزان ماء فان مجموع مساحة الطابقين يساوي ٥١٠م٢ تقدر قيمة المتر المربع الواحد منه بمبلغ وقدره ٦٥ دينارا. [433, 2019, 799, 2030]
notice-paragraph: هيئة القاضي الدكتور وليد خالد بكليزي [279, 533, 388, 542]
table-cell: ٥٥٢ [434, 1955, 541, 1969]
table-cell: ٧ [677, 1969, 731, 1984]
notice-heading: وزارة العدل [587, 883, 645, 894]
notice-paragraph: تقرير خبرة قضية رقم (٢٠٢٠/١) [747, 1776, 799, 1782]
notice-paragraph: - يوجد خزان ماء حوالي سعة ٤٥م٣ ضمن قطعة الارض تقدر قيمته بمبلغ وقدره ٣٠٠٠ دينار. [651, 2030, 799, 2035]
notice-paragraph: فعلى من يرغب بالمزاودة متابعة الموقع الالكتروني [630, 1551, 797, 1561]
notice-heading: دائرة قاضي القضاة [263, 450, 352, 460]
notice-paragraph: واذا انقضت المدة اعلاه ولم تؤد الدين المذكور او تعرض التسوية القانونية ستقوم دائرة التنفيذ بمباشرة الاجراءات التنفيذية اللازمة قانونا بحقك. [24, 327, 183, 363]
notice-heading: وزارة العدل [684, 2173, 752, 2186]
notice-paragraph: قاضي محكمة عمان الشرعية/ القضايا [279, 703, 388, 712]
notice-paragraph: الى المدعى عليه: عيد محمد زكريا توفيق السكافي/ اردني الجنسية ورقمه الوطني: (٩٨٧١٠٠٩٩١٢) - مجهول محل الاقامة، أخر محل اقامة له في (المفرق/ الخالدية - بجانب المدرسة الاساسية للبنين - خلف بقالة ابو شفيق - عمارة ابو فهد) [228, 543, 388, 592]
notice-salt-civil-court [218, 2163, 397, 2568]
table-cell: تين [760, 1969, 799, 1984]
notice-paragraph: الهيئة/ القاضي بنان خلف احمد الطراونة [42, 976, 183, 987]
notice-paragraph: رقم الدعوى التنفيذية: ٢٠٢٣/٣٢٨٤ [659, 78, 797, 90]
notice-paragraph: المحكوم له/ الدائن شركة القمة للتسهيلات التجارية وكيله المحامي ريتا الطوال [79, 1882, 388, 1893]
notice-paragraph: محكمة الزرقاء [567, 2440, 593, 2445]
table-cell: ١٥٦٦٠ [434, 1896, 541, 1910]
notice-paragraph: رقم الدعوى ٣٤-١/(٢٧٣-٢٠٢٣) - سجل عام [31, 958, 183, 969]
notice-heading: محكمة صلح جزاء عمان [254, 903, 361, 914]
notice-paragraph: للنظر في الدعوى رقم اعلاه التي اقامها عليك الحق العام ومشتكي شركة الكهرباء الاردنية م.ع.م [228, 1123, 388, 1170]
notice-paragraph: رقم الدعوى ٢-١/(٣٥١-٢٠٢٣) [674, 2238, 797, 2250]
notice-paragraph: فاذا لم تحضر في الموعد المحدد تطبق عليك الاحكام المنصوص عليها في قانون محاكم الصلح وقانون اصول المحاكمات المدنية. [24, 1158, 183, 1205]
notice-heading: دائرة التنفيذ [178, 1342, 233, 1352]
